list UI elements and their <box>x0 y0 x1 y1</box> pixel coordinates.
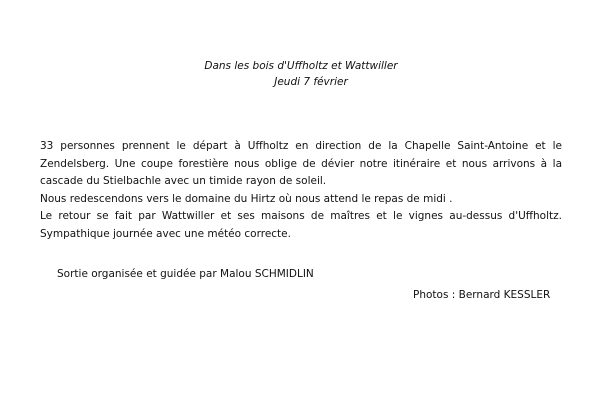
paragraph-start: 33 personnes prennent le départ à Uffholtz en direction de la Chapelle Saint-Antoine et le Zendelsberg. Une coupe forestière nous oblige de dévier notre itinéraire et nous arrivons à la cascade du Stielbachle avec un timide rayon de soleil. <box>40 140 562 187</box>
document-title: Dans les bois d'Uffholtz et Wattwiller <box>204 60 398 72</box>
paragraph-weather: Sympathique journée avec une météo correcte. <box>40 227 291 240</box>
document-date: Jeudi 7 février <box>274 76 348 88</box>
organizer-credit: Sortie organisée et guidée par Malou SCHMIDLIN <box>57 268 314 280</box>
document-body <box>40 138 562 243</box>
photo-credit: Photos : Bernard KESSLER <box>413 289 551 301</box>
document-header <box>0 58 600 90</box>
paragraph-return: Le retour se fait par Wattwiller et ses maisons de maîtres et le vignes au-dessus d'Uffholtz. <box>40 210 562 222</box>
paragraph-lunch: Nous redescendons vers le domaine du Hirtz où nous attend le repas de midi . <box>40 192 453 205</box>
